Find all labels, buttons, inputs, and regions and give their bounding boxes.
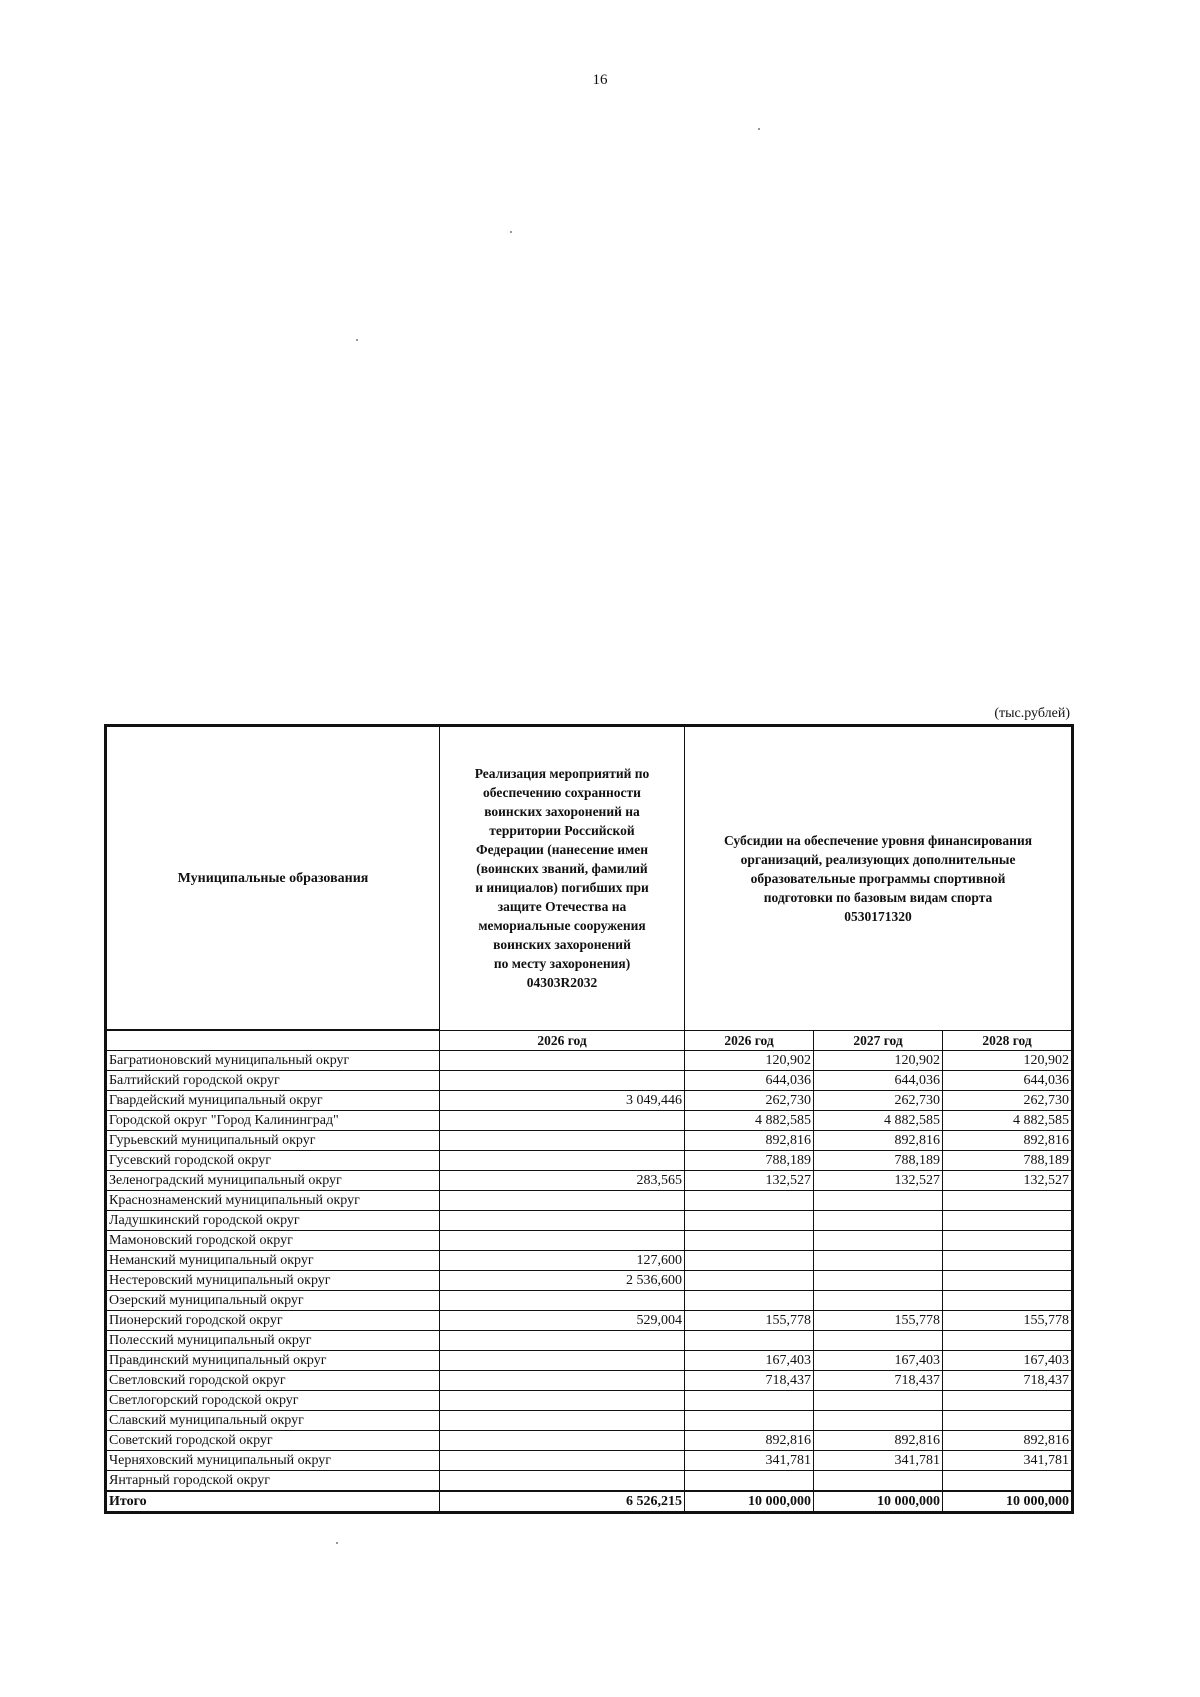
municipality-name: Краснознаменский муниципальный округ: [106, 1191, 440, 1211]
value-cell-memorials-2026: [440, 1471, 685, 1492]
table-row: [106, 1351, 1073, 1371]
table-row: [106, 1431, 1073, 1451]
value-cell-sport-2027: 892,816: [814, 1431, 943, 1451]
page-number: 16: [592, 72, 608, 88]
value-cell-memorials-2026: [440, 1191, 685, 1211]
value-cell-sport-2027: [814, 1331, 943, 1351]
value-cell-sport-2026: [685, 1271, 814, 1291]
value-cell-sport-2028: 644,036: [943, 1071, 1073, 1091]
header-line: мемориальные сооружения: [478, 918, 646, 934]
table-row: [106, 1151, 1073, 1171]
municipality-name: Итого: [106, 1491, 440, 1513]
value-cell-sport-2026: 788,189: [685, 1151, 814, 1171]
value-cell-sport-2026: 167,403: [685, 1351, 814, 1371]
value-cell-sport-2026: [685, 1251, 814, 1271]
value-cell-sport-2028: 10 000,000: [943, 1491, 1073, 1513]
value-cell-sport-2028: [943, 1471, 1073, 1492]
municipality-name: Правдинский муниципальный округ: [106, 1351, 440, 1371]
value-cell-sport-2028: 4 882,585: [943, 1111, 1073, 1131]
municipality-name: Пионерский городской округ: [106, 1311, 440, 1331]
value-cell-memorials-2026: [440, 1231, 685, 1251]
value-cell-sport-2026: [685, 1331, 814, 1351]
year-cell: 2026 год: [685, 1030, 814, 1051]
header-line: 04303R2032: [526, 975, 598, 991]
municipality-name: Гусевский городской округ: [106, 1151, 440, 1171]
subsidy-table: [104, 724, 1074, 1514]
header-line: и инициалов) погибших при: [475, 880, 649, 896]
municipality-name: Славский муниципальный округ: [106, 1411, 440, 1431]
value-cell-sport-2027: [814, 1251, 943, 1271]
value-cell-memorials-2026: [440, 1051, 685, 1071]
value-cell-sport-2028: 892,816: [943, 1431, 1073, 1451]
value-cell-sport-2028: 892,816: [943, 1131, 1073, 1151]
header-line: 0530171320: [844, 908, 912, 924]
value-cell-sport-2026: 718,437: [685, 1371, 814, 1391]
value-cell-sport-2028: 262,730: [943, 1091, 1073, 1111]
value-cell-sport-2028: [943, 1211, 1073, 1231]
table-row: [106, 1051, 1073, 1071]
units-label: (тыс.рублей): [994, 706, 1070, 721]
value-cell-memorials-2026: [440, 1431, 685, 1451]
value-cell-sport-2028: [943, 1411, 1073, 1431]
value-cell-sport-2028: [943, 1331, 1073, 1351]
header-row: [106, 726, 1073, 1031]
value-cell-sport-2026: 341,781: [685, 1451, 814, 1471]
value-cell-memorials-2026: 283,565: [440, 1171, 685, 1191]
municipality-name: Озерский муниципальный округ: [106, 1291, 440, 1311]
value-cell-sport-2026: [685, 1211, 814, 1231]
year-cell: 2026 год: [440, 1030, 685, 1051]
table-row: [106, 1291, 1073, 1311]
municipality-name: Черняховский муниципальный округ: [106, 1451, 440, 1471]
value-cell-memorials-2026: 3 049,446: [440, 1091, 685, 1111]
value-cell-sport-2028: 120,902: [943, 1051, 1073, 1071]
value-cell-sport-2027: [814, 1191, 943, 1211]
value-cell-sport-2027: [814, 1391, 943, 1411]
value-cell-sport-2028: [943, 1191, 1073, 1211]
value-cell-sport-2027: [814, 1291, 943, 1311]
value-cell-memorials-2026: [440, 1211, 685, 1231]
scan-speck: [336, 1542, 338, 1544]
municipality-name: Светлогорский городской округ: [106, 1391, 440, 1411]
header-line: по месту захоронения): [493, 956, 631, 972]
header-line: (воинских званий, фамилий: [476, 861, 648, 877]
value-cell-sport-2027: 10 000,000: [814, 1491, 943, 1513]
value-cell-sport-2027: [814, 1231, 943, 1251]
municipality-name: Гурьевский муниципальный округ: [106, 1131, 440, 1151]
value-cell-sport-2028: 132,527: [943, 1171, 1073, 1191]
year-cell-empty: [106, 1030, 440, 1051]
header-municipalities: Муниципальные образования: [106, 726, 440, 1031]
table-row: [106, 1411, 1073, 1431]
municipality-name: Неманский муниципальный округ: [106, 1251, 440, 1271]
municipality-name: Зеленоградский муниципальный округ: [106, 1171, 440, 1191]
value-cell-sport-2027: 155,778: [814, 1311, 943, 1331]
value-cell-memorials-2026: [440, 1111, 685, 1131]
value-cell-sport-2027: 120,902: [814, 1051, 943, 1071]
year-cell: 2028 год: [943, 1030, 1073, 1051]
value-cell-sport-2028: [943, 1251, 1073, 1271]
municipality-name: Нестеровский муниципальный округ: [106, 1271, 440, 1291]
header-line: защите Отечества на: [497, 899, 627, 915]
value-cell-sport-2027: 718,437: [814, 1371, 943, 1391]
header-line: воинских захоронений: [493, 937, 631, 953]
value-cell-memorials-2026: [440, 1291, 685, 1311]
value-cell-sport-2028: [943, 1231, 1073, 1251]
value-cell-sport-2026: [685, 1291, 814, 1311]
value-cell-sport-2026: 262,730: [685, 1091, 814, 1111]
table-row: [106, 1131, 1073, 1151]
municipality-name: Балтийский городской округ: [106, 1071, 440, 1091]
value-cell-sport-2026: 4 882,585: [685, 1111, 814, 1131]
municipality-name: Городской округ "Город Калининград": [106, 1111, 440, 1131]
municipality-name: Светловский городской округ: [106, 1371, 440, 1391]
municipality-name: Советский городской округ: [106, 1431, 440, 1451]
value-cell-sport-2026: 644,036: [685, 1071, 814, 1091]
value-cell-memorials-2026: [440, 1371, 685, 1391]
value-cell-memorials-2026: [440, 1131, 685, 1151]
scan-speck: [758, 128, 760, 130]
table-row: [106, 1451, 1073, 1471]
year-row: [106, 1030, 1073, 1051]
table-row: [106, 1091, 1073, 1111]
value-cell-sport-2027: 644,036: [814, 1071, 943, 1091]
header-line: образовательные программы спортивной: [750, 870, 1006, 886]
header-line: организаций, реализующих дополнительные: [740, 851, 1016, 867]
header-line: Федерации (нанесение имен: [476, 842, 648, 858]
value-cell-sport-2028: [943, 1291, 1073, 1311]
value-cell-sport-2026: [685, 1191, 814, 1211]
header-col1: [440, 726, 685, 1031]
value-cell-sport-2028: [943, 1271, 1073, 1291]
scan-speck: [510, 231, 512, 233]
value-cell-sport-2028: [943, 1391, 1073, 1411]
scan-speck: [356, 339, 358, 341]
table-row: [106, 1211, 1073, 1231]
value-cell-sport-2028: 718,437: [943, 1371, 1073, 1391]
header-line: Субсидии на обеспечение уровня финансирования: [723, 832, 1033, 848]
value-cell-memorials-2026: [440, 1351, 685, 1371]
table-row: [106, 1471, 1073, 1492]
municipality-name: Янтарный городской округ: [106, 1471, 440, 1492]
municipality-name: Полесский муниципальный округ: [106, 1331, 440, 1351]
value-cell-sport-2027: [814, 1271, 943, 1291]
value-cell-sport-2028: 788,189: [943, 1151, 1073, 1171]
value-cell-memorials-2026: [440, 1451, 685, 1471]
value-cell-memorials-2026: [440, 1331, 685, 1351]
municipality-name: Ладушкинский городской округ: [106, 1211, 440, 1231]
table-row: [106, 1371, 1073, 1391]
value-cell-sport-2026: 155,778: [685, 1311, 814, 1331]
value-cell-sport-2028: 167,403: [943, 1351, 1073, 1371]
value-cell-sport-2027: [814, 1211, 943, 1231]
value-cell-memorials-2026: 127,600: [440, 1251, 685, 1271]
table-row: [106, 1171, 1073, 1191]
value-cell-memorials-2026: [440, 1411, 685, 1431]
header-col2-text: [687, 831, 1069, 926]
value-cell-memorials-2026: 529,004: [440, 1311, 685, 1331]
value-cell-sport-2027: 788,189: [814, 1151, 943, 1171]
value-cell-memorials-2026: 2 536,600: [440, 1271, 685, 1291]
value-cell-memorials-2026: 6 526,215: [440, 1491, 685, 1513]
table-row: [106, 1391, 1073, 1411]
value-cell-sport-2026: 120,902: [685, 1051, 814, 1071]
table-row: [106, 1311, 1073, 1331]
header-col1-text: [442, 764, 682, 992]
table-row: [106, 1071, 1073, 1091]
table-row: [106, 1331, 1073, 1351]
value-cell-sport-2026: 892,816: [685, 1431, 814, 1451]
municipality-name: Гвардейский муниципальный округ: [106, 1091, 440, 1111]
value-cell-memorials-2026: [440, 1391, 685, 1411]
header-line: территории Российской: [489, 823, 635, 839]
value-cell-sport-2027: 262,730: [814, 1091, 943, 1111]
value-cell-sport-2026: [685, 1391, 814, 1411]
value-cell-sport-2026: 10 000,000: [685, 1491, 814, 1513]
header-line: подготовки по базовым видам спорта: [763, 889, 993, 905]
value-cell-sport-2028: 341,781: [943, 1451, 1073, 1471]
value-cell-sport-2026: [685, 1411, 814, 1431]
value-cell-sport-2027: 167,403: [814, 1351, 943, 1371]
header-line: Реализация мероприятий по: [474, 766, 650, 782]
table-row: [106, 1271, 1073, 1291]
municipality-name: Мамоновский городской округ: [106, 1231, 440, 1251]
value-cell-memorials-2026: [440, 1151, 685, 1171]
value-cell-memorials-2026: [440, 1071, 685, 1091]
table-row: [106, 1111, 1073, 1131]
value-cell-sport-2027: 4 882,585: [814, 1111, 943, 1131]
year-cell: 2027 год: [814, 1030, 943, 1051]
value-cell-sport-2027: 341,781: [814, 1451, 943, 1471]
table-row: [106, 1251, 1073, 1271]
value-cell-sport-2026: [685, 1231, 814, 1251]
table-row: [106, 1231, 1073, 1251]
municipality-name: Багратионовский муниципальный округ: [106, 1051, 440, 1071]
value-cell-sport-2026: 132,527: [685, 1171, 814, 1191]
value-cell-sport-2028: 155,778: [943, 1311, 1073, 1331]
value-cell-sport-2027: 892,816: [814, 1131, 943, 1151]
value-cell-sport-2026: 892,816: [685, 1131, 814, 1151]
header-col2: [685, 726, 1073, 1031]
header-line: воинских захоронений на: [484, 804, 640, 820]
value-cell-sport-2027: [814, 1471, 943, 1492]
value-cell-sport-2027: 132,527: [814, 1171, 943, 1191]
value-cell-sport-2027: [814, 1411, 943, 1431]
total-row: [106, 1491, 1073, 1513]
table-row: [106, 1191, 1073, 1211]
header-line: обеспечению сохранности: [483, 785, 641, 801]
value-cell-sport-2026: [685, 1471, 814, 1492]
